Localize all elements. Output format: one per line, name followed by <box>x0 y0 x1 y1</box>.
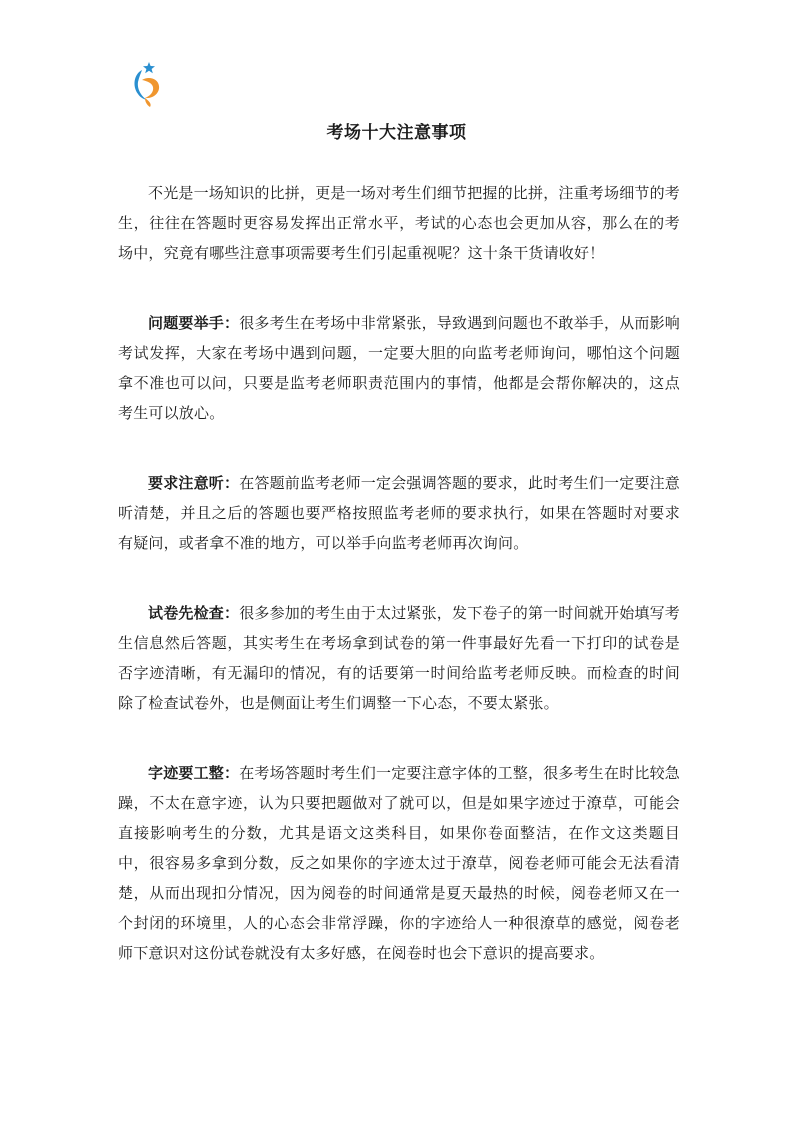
section-heading: 试卷先检查： <box>148 604 240 622</box>
document-body <box>118 178 680 1008</box>
section-text: 在考场答题时考生们一定要注意字体的工整，很多考生在时比较急躁，不太在意字迹，认为只要把题做对了就可以，但是如果字迹过于潦草，可能会直接影响考生的分数，尤其是语文这类科目，如果你卷面整洁，在作文这类题目中，很容易多拿到分数，反之如果你的字迹太过于潦草，阅卷老师可能会无法看清楚，从而出现扣分情况，因为阅卷的时间通常是夏天最热的时候，阅卷老师又在一个封闭的环境里，人的心态会非常浮躁，你的字迹给人一种很潦草的感觉，阅卷老师下意识对这份试卷就没有太多好感，在阅卷时也会下意识的提高要求。 <box>118 764 681 962</box>
logo-blue-arc <box>135 70 147 100</box>
section-heading: 问题要举手： <box>148 314 240 332</box>
section-paragraph <box>118 468 680 558</box>
brand-logo-icon <box>128 60 164 108</box>
section-paragraph <box>118 308 680 428</box>
section-paragraph <box>118 598 680 718</box>
section-text: 很多考生在考场中非常紧张，导致遇到问题也不敢举手，从而影响考试发挥，大家在考场中遇到问题，一定要大胆的向监考老师询问，哪怕这个问题拿不准也可以问，只要是监考老师职责范围内的事情，他都是会帮你解决的，这点考生可以放心。 <box>118 314 681 422</box>
document-title: 考场十大注意事项 <box>326 123 467 143</box>
section-text: 在答题前监考老师一定会强调答题的要求，此时考生们一定要注意听清楚，并且之后的答题也要严格按照监考老师的要求执行，如果在答题时对要求有疑问，或者拿不准的地方，可以举手向监考老师再次询问。 <box>118 474 681 552</box>
section-text: 很多参加的考生由于太过紧张，发下卷子的第一时间就开始填写考生信息然后答题，其实考生在考场拿到试卷的第一件事最好先看一下打印的试卷是否字迹清晰，有无漏印的情况，有的话要第一时间给监考老师反映。而检查的时间除了检查试卷外，也是侧面让考生们调整一下心态，不要太紧张。 <box>118 604 681 712</box>
section-heading: 要求注意听： <box>148 474 240 492</box>
section-heading: 字迹要工整： <box>148 764 240 782</box>
section-paragraph <box>118 758 680 968</box>
logo-orange-swoosh <box>142 78 159 98</box>
intro-paragraph: 不光是一场知识的比拼，更是一场对考生们细节把握的比拼，注重考场细节的考生，往往在答题时更容易发挥出正常水平，考试的心态也会更加从容，那么在的考场中，究竟有哪些注意事项需要考生们引起重视呢？这十条干货请收好！ <box>118 184 681 262</box>
logo-star-icon <box>143 62 155 73</box>
